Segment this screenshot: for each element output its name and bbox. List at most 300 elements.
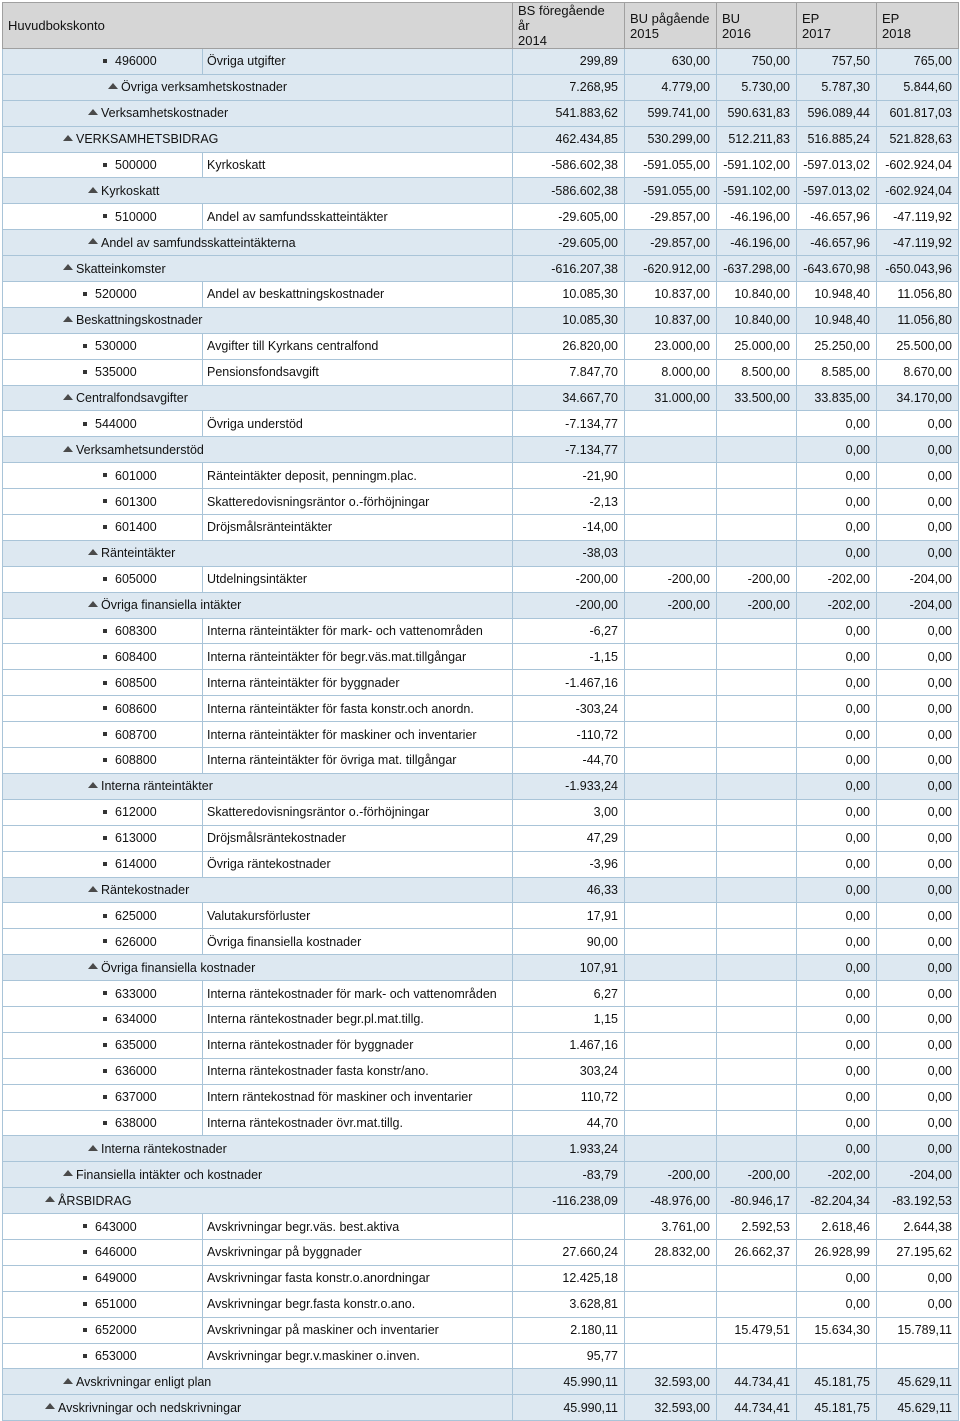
value-ep-2018: 0,00 (877, 1110, 959, 1136)
group-label-cell[interactable] (3, 877, 513, 903)
value-bs-2014: -1.467,16 (513, 670, 625, 696)
value-ep-2017: 0,00 (797, 903, 877, 929)
value-bu-2015 (625, 1032, 717, 1058)
value-bu-2015: -200,00 (625, 1162, 717, 1188)
group-name: Ränteintäkter (101, 546, 176, 561)
value-ep-2018: 0,00 (877, 748, 959, 774)
collapse-caret-icon[interactable] (63, 316, 73, 322)
group-label-cell[interactable] (3, 307, 513, 333)
value-ep-2017: 0,00 (797, 1084, 877, 1110)
value-bu-2016: -80.946,17 (717, 1188, 797, 1214)
value-bu-2015 (625, 437, 717, 463)
account-name: Dröjsmålsräntekostnader (203, 825, 513, 851)
value-ep-2018: 0,00 (877, 644, 959, 670)
account-code: 605000 (115, 572, 157, 587)
account-name: Dröjsmålsränteintäkter (203, 515, 513, 541)
bullet-icon (83, 1276, 87, 1280)
account-name: Avskrivningar fasta konstr.o.anordningar (203, 1265, 513, 1291)
header-bu-2015[interactable]: BU pågående 2015 (625, 3, 717, 49)
value-ep-2017: 25.250,00 (797, 333, 877, 359)
value-bs-2014: 462.434,85 (513, 126, 625, 152)
value-bu-2015 (625, 929, 717, 955)
value-bs-2014: 34.667,70 (513, 385, 625, 411)
value-ep-2018: -650.043,96 (877, 256, 959, 282)
bullet-icon (83, 422, 87, 426)
value-ep-2018: 0,00 (877, 1136, 959, 1162)
account-name: Interna ränteintäkter för byggnader (203, 670, 513, 696)
value-bu-2016: 750,00 (717, 49, 797, 75)
bullet-icon (83, 1354, 87, 1358)
collapse-caret-icon[interactable] (88, 549, 98, 555)
account-code: 496000 (115, 54, 157, 69)
group-label-cell[interactable] (3, 540, 513, 566)
value-bu-2015: 31.000,00 (625, 385, 717, 411)
value-bu-2015 (625, 722, 717, 748)
value-ep-2017: 0,00 (797, 799, 877, 825)
value-ep-2017: 10.948,40 (797, 282, 877, 308)
value-bu-2016 (717, 437, 797, 463)
value-ep-2018: 0,00 (877, 696, 959, 722)
group-name: Övriga finansiella kostnader (101, 960, 256, 975)
summary-row (3, 437, 959, 463)
summary-row (3, 540, 959, 566)
value-bs-2014: -3,96 (513, 851, 625, 877)
value-bu-2016 (717, 773, 797, 799)
account-row (3, 515, 959, 541)
value-ep-2017: -643.670,98 (797, 256, 877, 282)
value-bu-2015: 28.832,00 (625, 1239, 717, 1265)
collapse-caret-icon[interactable] (88, 238, 98, 244)
value-bu-2015 (625, 903, 717, 929)
account-row (3, 1239, 959, 1265)
account-code-cell (3, 1006, 203, 1032)
value-bu-2015 (625, 1084, 717, 1110)
value-bu-2016: -46.196,00 (717, 204, 797, 230)
account-code: 601300 (115, 494, 157, 509)
value-bs-2014: -6,27 (513, 618, 625, 644)
group-name: Interna räntekostnader (101, 1141, 227, 1156)
account-code-cell (3, 1291, 203, 1317)
bullet-icon (103, 214, 107, 218)
value-ep-2018: 0,00 (877, 618, 959, 644)
group-name: Avskrivningar och nedskrivningar (58, 1400, 242, 1415)
account-row (3, 1291, 959, 1317)
account-code: 649000 (95, 1271, 137, 1286)
budget-report-table (2, 2, 959, 1421)
account-code-cell (3, 359, 203, 385)
value-bu-2016: 10.840,00 (717, 282, 797, 308)
value-ep-2018: 25.500,00 (877, 333, 959, 359)
bullet-icon (83, 1250, 87, 1254)
value-bs-2014: 1,15 (513, 1006, 625, 1032)
account-code-cell (3, 463, 203, 489)
account-name: Avskrivningar begr.fasta konstr.o.ano. (203, 1291, 513, 1317)
group-label-cell[interactable] (3, 1136, 513, 1162)
bullet-icon (83, 1224, 87, 1228)
value-bu-2016 (717, 825, 797, 851)
value-bu-2015: -29.857,00 (625, 204, 717, 230)
value-ep-2017: 33.835,00 (797, 385, 877, 411)
value-ep-2017: 757,50 (797, 49, 877, 75)
account-code-cell (3, 644, 203, 670)
bullet-icon (103, 1121, 107, 1125)
account-code-cell (3, 851, 203, 877)
summary-row (3, 307, 959, 333)
value-ep-2018: 0,00 (877, 1084, 959, 1110)
collapse-caret-icon[interactable] (88, 187, 98, 193)
value-ep-2017: 0,00 (797, 1136, 877, 1162)
value-bu-2015 (625, 540, 717, 566)
bullet-icon (103, 1069, 107, 1073)
value-bu-2016: 2.592,53 (717, 1214, 797, 1240)
account-row (3, 722, 959, 748)
value-ep-2017: 516.885,24 (797, 126, 877, 152)
value-ep-2017: 0,00 (797, 1006, 877, 1032)
value-ep-2017: 10.948,40 (797, 307, 877, 333)
account-code-cell (3, 1265, 203, 1291)
value-ep-2018: 8.670,00 (877, 359, 959, 385)
value-ep-2017: 0,00 (797, 877, 877, 903)
account-name: Interna räntekostnader begr.pl.mat.tillg. (203, 1006, 513, 1032)
value-ep-2017: 0,00 (797, 670, 877, 696)
value-bu-2015: -29.857,00 (625, 230, 717, 256)
group-name: Övriga verksamhetskostnader (121, 80, 288, 95)
group-label-cell[interactable] (3, 1162, 513, 1188)
value-ep-2017: -202,00 (797, 592, 877, 618)
value-bs-2014: -586.602,38 (513, 178, 625, 204)
summary-row (3, 1395, 959, 1421)
bullet-icon (103, 862, 107, 866)
value-bs-2014: 299,89 (513, 49, 625, 75)
value-bu-2015: 32.593,00 (625, 1395, 717, 1421)
group-label-cell[interactable] (3, 1369, 513, 1395)
value-bs-2014: -29.605,00 (513, 230, 625, 256)
value-ep-2018: -83.192,53 (877, 1188, 959, 1214)
summary-row (3, 256, 959, 282)
value-bs-2014: 45.990,11 (513, 1369, 625, 1395)
value-ep-2017 (797, 1343, 877, 1369)
value-bu-2016 (717, 411, 797, 437)
value-bs-2014: 45.990,11 (513, 1395, 625, 1421)
value-bs-2014: 7.268,95 (513, 74, 625, 100)
account-code-cell (3, 981, 203, 1007)
bullet-icon (103, 732, 107, 736)
account-code: 653000 (95, 1348, 137, 1363)
account-name: Avgifter till Kyrkans centralfond (203, 333, 513, 359)
group-label-cell[interactable] (3, 437, 513, 463)
value-ep-2017: -82.204,34 (797, 1188, 877, 1214)
account-row (3, 152, 959, 178)
account-row (3, 903, 959, 929)
account-code: 530000 (95, 339, 137, 354)
value-ep-2017: 0,00 (797, 1291, 877, 1317)
value-ep-2017: -597.013,02 (797, 178, 877, 204)
summary-row (3, 100, 959, 126)
group-name: Skatteinkomster (76, 261, 166, 276)
value-ep-2018: 0,00 (877, 722, 959, 748)
value-ep-2017: 0,00 (797, 1265, 877, 1291)
value-ep-2017: 45.181,75 (797, 1369, 877, 1395)
bullet-icon (103, 629, 107, 633)
account-row (3, 618, 959, 644)
value-ep-2018: 0,00 (877, 437, 959, 463)
account-code-cell (3, 696, 203, 722)
value-bu-2015 (625, 670, 717, 696)
value-bu-2015: 4.779,00 (625, 74, 717, 100)
group-label-cell[interactable] (3, 230, 513, 256)
bullet-icon (103, 836, 107, 840)
value-ep-2018: 0,00 (877, 515, 959, 541)
group-label-cell[interactable] (3, 100, 513, 126)
value-bu-2016: 15.479,51 (717, 1317, 797, 1343)
value-bu-2015: 23.000,00 (625, 333, 717, 359)
account-name: Interna räntekostnader för byggnader (203, 1032, 513, 1058)
collapse-caret-icon[interactable] (88, 963, 98, 969)
bullet-icon (103, 1095, 107, 1099)
value-bu-2016: -200,00 (717, 566, 797, 592)
account-code-cell (3, 825, 203, 851)
value-ep-2018: 0,00 (877, 670, 959, 696)
account-code: 646000 (95, 1245, 137, 1260)
value-bu-2016: -637.298,00 (717, 256, 797, 282)
account-row (3, 799, 959, 825)
collapse-caret-icon[interactable] (88, 109, 98, 115)
value-ep-2017: -46.657,96 (797, 230, 877, 256)
account-code: 612000 (115, 805, 157, 820)
value-bs-2014: -83,79 (513, 1162, 625, 1188)
account-row (3, 463, 959, 489)
value-bu-2015: 10.837,00 (625, 282, 717, 308)
group-label-cell[interactable] (3, 955, 513, 981)
account-code: 637000 (115, 1090, 157, 1105)
collapse-caret-icon[interactable] (88, 886, 98, 892)
value-ep-2017: 45.181,75 (797, 1395, 877, 1421)
account-name: Interna ränteintäkter för övriga mat. tillgångar (203, 748, 513, 774)
value-ep-2017: 0,00 (797, 981, 877, 1007)
bullet-icon (103, 939, 107, 943)
group-name: Verksamhetsunderstöd (76, 442, 204, 457)
account-code-cell (3, 204, 203, 230)
collapse-caret-icon[interactable] (63, 1170, 73, 1176)
account-name: Utdelningsintäkter (203, 566, 513, 592)
account-name: Interna ränteintäkter för mark- och vattenområden (203, 618, 513, 644)
account-code-cell (3, 670, 203, 696)
value-bs-2014: 6,27 (513, 981, 625, 1007)
bullet-icon (103, 473, 107, 477)
bullet-icon (103, 810, 107, 814)
value-bs-2014: -200,00 (513, 566, 625, 592)
value-bu-2015 (625, 825, 717, 851)
value-bs-2014: 7.847,70 (513, 359, 625, 385)
account-code: 636000 (115, 1064, 157, 1079)
collapse-caret-icon[interactable] (63, 264, 73, 270)
value-ep-2018: 0,00 (877, 1058, 959, 1084)
account-code-cell (3, 618, 203, 644)
value-bs-2014: -21,90 (513, 463, 625, 489)
header-account[interactable]: Huvudbokskonto (3, 3, 203, 49)
group-label-cell[interactable] (3, 74, 513, 100)
account-row (3, 489, 959, 515)
account-code: 535000 (95, 365, 137, 380)
account-code-cell (3, 1239, 203, 1265)
account-name: Intern räntekostnad för maskiner och inventarier (203, 1084, 513, 1110)
value-bu-2015 (625, 851, 717, 877)
collapse-caret-icon[interactable] (45, 1196, 55, 1202)
value-bu-2016: 33.500,00 (717, 385, 797, 411)
collapse-caret-icon[interactable] (45, 1403, 55, 1409)
value-ep-2018: -602.924,04 (877, 152, 959, 178)
value-ep-2017: 0,00 (797, 722, 877, 748)
account-name: Avskrivningar begr.väs. best.aktiva (203, 1214, 513, 1240)
value-ep-2017: 0,00 (797, 851, 877, 877)
value-bu-2015: 530.299,00 (625, 126, 717, 152)
account-code-cell (3, 1110, 203, 1136)
account-code: 643000 (95, 1219, 137, 1234)
value-bs-2014: -7.134,77 (513, 437, 625, 463)
value-ep-2018: 521.828,63 (877, 126, 959, 152)
account-row (3, 566, 959, 592)
value-ep-2017: 0,00 (797, 411, 877, 437)
bullet-icon (103, 914, 107, 918)
value-ep-2018: 0,00 (877, 1265, 959, 1291)
value-bs-2014: 3,00 (513, 799, 625, 825)
bullet-icon (103, 655, 107, 659)
group-label-cell[interactable] (3, 773, 513, 799)
value-ep-2018: 45.629,11 (877, 1369, 959, 1395)
header-bs-2014[interactable]: BS föregående år 2014 (513, 3, 625, 49)
group-label-cell[interactable] (3, 592, 513, 618)
header-ep-2017[interactable]: EP 2017 (797, 3, 877, 49)
account-row (3, 981, 959, 1007)
account-code-cell (3, 1317, 203, 1343)
value-ep-2018: 15.789,11 (877, 1317, 959, 1343)
collapse-caret-icon[interactable] (63, 1378, 73, 1384)
account-name: Övriga utgifter (203, 49, 513, 75)
value-bu-2016 (717, 851, 797, 877)
value-ep-2017: 0,00 (797, 1058, 877, 1084)
group-label-cell[interactable] (3, 385, 513, 411)
group-name: Kyrkoskatt (101, 183, 160, 198)
group-label-cell[interactable] (3, 178, 513, 204)
value-ep-2018: -47.119,92 (877, 204, 959, 230)
account-row (3, 49, 959, 75)
header-ep-2018[interactable]: EP 2018 (877, 3, 959, 49)
value-bs-2014: 110,72 (513, 1084, 625, 1110)
value-bu-2015 (625, 1343, 717, 1369)
account-code-cell (3, 282, 203, 308)
value-bs-2014: -29.605,00 (513, 204, 625, 230)
bullet-icon (103, 525, 107, 529)
account-code-cell (3, 1032, 203, 1058)
account-name: Andel av beskattningskostnader (203, 282, 513, 308)
account-code-cell (3, 411, 203, 437)
group-label-cell[interactable] (3, 1188, 513, 1214)
value-ep-2018: 0,00 (877, 955, 959, 981)
bullet-icon (103, 1017, 107, 1021)
value-ep-2018: 0,00 (877, 799, 959, 825)
collapse-caret-icon[interactable] (63, 394, 73, 400)
value-bu-2016: -591.102,00 (717, 178, 797, 204)
value-bs-2014: -616.207,38 (513, 256, 625, 282)
value-bs-2014: 26.820,00 (513, 333, 625, 359)
value-bu-2015 (625, 463, 717, 489)
value-bu-2015 (625, 1136, 717, 1162)
summary-row (3, 773, 959, 799)
summary-row (3, 1369, 959, 1395)
value-bs-2014: 2.180,11 (513, 1317, 625, 1343)
value-bu-2015 (625, 773, 717, 799)
value-bs-2014: -44,70 (513, 748, 625, 774)
account-row (3, 1265, 959, 1291)
account-row (3, 204, 959, 230)
group-label-cell[interactable] (3, 256, 513, 282)
value-bu-2016 (717, 463, 797, 489)
group-label-cell[interactable] (3, 126, 513, 152)
group-name: Avskrivningar enligt plan (76, 1374, 212, 1389)
value-bu-2015 (625, 748, 717, 774)
group-label-cell[interactable] (3, 1395, 513, 1421)
summary-row (3, 230, 959, 256)
value-bu-2015: 10.837,00 (625, 307, 717, 333)
value-bs-2014: 1.933,24 (513, 1136, 625, 1162)
value-bu-2016 (717, 1136, 797, 1162)
bullet-icon (103, 758, 107, 762)
value-ep-2017: -202,00 (797, 566, 877, 592)
account-code-cell (3, 903, 203, 929)
value-bu-2015 (625, 981, 717, 1007)
value-ep-2018: 0,00 (877, 929, 959, 955)
value-bu-2015: -48.976,00 (625, 1188, 717, 1214)
value-bs-2014: -303,24 (513, 696, 625, 722)
summary-row (3, 1188, 959, 1214)
value-bs-2014: -586.602,38 (513, 152, 625, 178)
collapse-caret-icon[interactable] (63, 446, 73, 452)
account-row (3, 825, 959, 851)
account-code-cell (3, 799, 203, 825)
account-name: Interna ränteintäkter för fasta konstr.och anordn. (203, 696, 513, 722)
collapse-caret-icon[interactable] (63, 135, 73, 141)
value-bu-2016 (717, 540, 797, 566)
collapse-caret-icon[interactable] (88, 782, 98, 788)
value-ep-2018: 0,00 (877, 825, 959, 851)
value-bu-2016: 512.211,83 (717, 126, 797, 152)
account-name: Skatteredovisningsräntor o.-förhöjningar (203, 799, 513, 825)
collapse-caret-icon[interactable] (88, 1145, 98, 1151)
summary-row (3, 385, 959, 411)
value-ep-2018: 0,00 (877, 540, 959, 566)
value-bu-2016 (717, 1058, 797, 1084)
value-ep-2018: 0,00 (877, 1032, 959, 1058)
value-ep-2017: 0,00 (797, 825, 877, 851)
value-ep-2018: 45.629,11 (877, 1395, 959, 1421)
value-bu-2016 (717, 1265, 797, 1291)
bullet-icon (103, 991, 107, 995)
value-ep-2018: 0,00 (877, 1006, 959, 1032)
value-ep-2017: 15.634,30 (797, 1317, 877, 1343)
header-bu-2016[interactable]: BU 2016 (717, 3, 797, 49)
account-code: 625000 (115, 908, 157, 923)
account-code: 652000 (95, 1323, 137, 1338)
collapse-caret-icon[interactable] (108, 83, 118, 89)
account-name: Pensionsfondsavgift (203, 359, 513, 385)
summary-row (3, 126, 959, 152)
account-name: Övriga räntekostnader (203, 851, 513, 877)
value-bs-2014: -38,03 (513, 540, 625, 566)
collapse-caret-icon[interactable] (88, 601, 98, 607)
value-ep-2018: 0,00 (877, 463, 959, 489)
account-name: Ränteintäkter deposit, penningm.plac. (203, 463, 513, 489)
account-name: Övriga finansiella kostnader (203, 929, 513, 955)
